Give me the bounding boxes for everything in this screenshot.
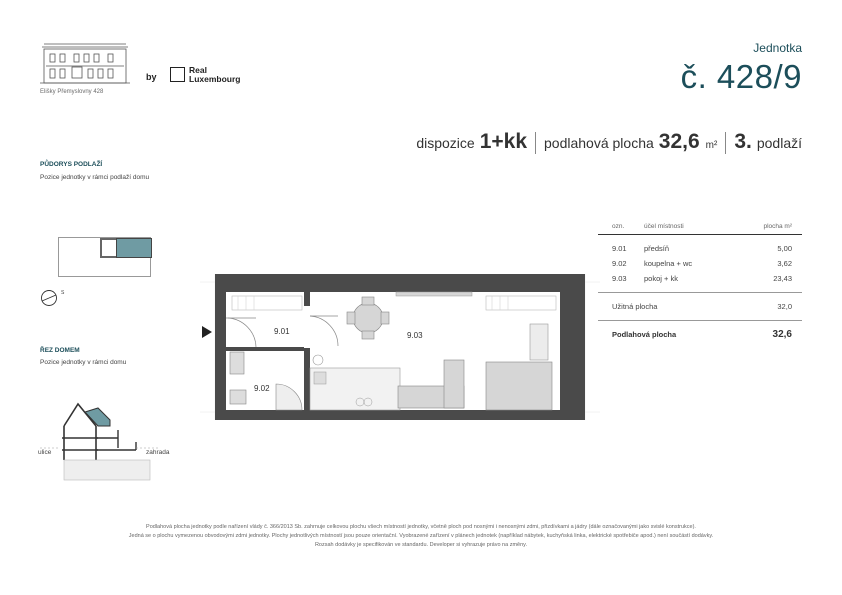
floor-area-row bbox=[598, 327, 802, 342]
building-logo-icon bbox=[38, 42, 132, 90]
unit-highlight bbox=[116, 238, 152, 258]
floor-plan-title: PŮDORYS PODLAŽÍ bbox=[40, 161, 103, 168]
usable-area-row bbox=[598, 299, 802, 314]
unit-specs bbox=[416, 130, 802, 156]
street-label: ulice bbox=[38, 449, 52, 456]
usable-area-value: 32,0 bbox=[777, 302, 792, 311]
partner-name-line2: Luxembourg bbox=[189, 74, 241, 84]
area-unit: m² bbox=[705, 140, 718, 151]
usable-area-label: Užitná plocha bbox=[612, 302, 658, 311]
area-label: podlahová plocha bbox=[544, 135, 654, 151]
header-id: ozn. bbox=[612, 222, 625, 230]
room-name: pokoj + kk bbox=[644, 274, 678, 283]
partner-name bbox=[189, 66, 240, 84]
table-row bbox=[598, 256, 802, 271]
divider bbox=[598, 320, 802, 321]
garden-label: zahrada bbox=[146, 449, 170, 456]
entrance-arrow-icon bbox=[202, 326, 212, 338]
project-name: Elišky Přemyslovny 428 bbox=[40, 89, 104, 95]
area-value: 32,6 bbox=[658, 130, 700, 153]
table-row bbox=[598, 241, 802, 256]
table-header bbox=[598, 218, 802, 235]
floor-label: podlaží bbox=[756, 135, 802, 151]
disclaimer-line: Rozsah dodávky je specifikován ve standardu. Developer si vyhrazuje právo na změny. bbox=[314, 542, 528, 548]
floor-value: 3. bbox=[734, 130, 752, 153]
divider bbox=[535, 132, 536, 154]
section-title: ŘEZ DOMEM bbox=[40, 347, 80, 354]
divider bbox=[598, 292, 802, 293]
unit-label: Jednotka bbox=[753, 41, 802, 55]
room-id: 9.03 bbox=[612, 274, 627, 283]
room-area: 3,62 bbox=[777, 259, 792, 268]
table-row bbox=[598, 271, 802, 286]
room-id: 9.02 bbox=[612, 259, 627, 268]
project-logo bbox=[38, 42, 132, 98]
building-section-drawing bbox=[40, 398, 160, 484]
room-label: 9.01 bbox=[274, 327, 290, 336]
section-subtitle: Pozice jednotky v rámci domu bbox=[40, 359, 127, 366]
partner-logo-icon bbox=[170, 67, 185, 82]
floor-plan-subtitle: Pozice jednotky v rámci podlaží domu bbox=[40, 174, 150, 181]
floor-area-value: 32,6 bbox=[772, 329, 792, 340]
room-label: 9.03 bbox=[407, 331, 423, 340]
by-label: by bbox=[146, 72, 157, 82]
layout-value: 1+kk bbox=[479, 130, 528, 153]
rooms-table bbox=[598, 218, 802, 342]
floor-position-map bbox=[58, 237, 151, 277]
floor-plan-drawing bbox=[200, 274, 600, 420]
room-name: koupelna + wc bbox=[644, 259, 693, 268]
room-name: předsíň bbox=[644, 244, 670, 253]
layout-label: dispozice bbox=[416, 135, 475, 151]
header-name: účel místnosti bbox=[644, 222, 684, 230]
compass-icon bbox=[40, 289, 58, 307]
disclaimer bbox=[0, 523, 842, 550]
floor-area-label: Podlahová plocha bbox=[612, 330, 677, 339]
disclaimer-line: Podlahová plocha jednotky podle nařízení vlády č. 366/2013 Sb. zahrnuje celkovou plochu všech místností jednotky, včetně ploch pod nosnými i nenosnými zdmi, přizdívkami a jádry (dále označovanými jako svislé konstrukce). bbox=[146, 524, 696, 530]
partner-name-line1: Real bbox=[189, 65, 207, 75]
header-area: plocha m² bbox=[763, 222, 792, 230]
divider bbox=[725, 132, 726, 154]
floor-plan bbox=[200, 274, 600, 420]
disclaimer-line: Jedná se o plochu vymezenou obvodovými zdmi jednotky. Plochy jednotlivých místností jsou pouze orientační. Vyobrazené zařízení v plánech jednotek (například nábytek, kuchyňská linka, elektrické spotřebiče apod.) není součástí dodávky. bbox=[128, 533, 714, 539]
unit-number: č. 428/9 bbox=[680, 58, 802, 95]
room-label: 9.02 bbox=[254, 384, 270, 393]
room-id: 9.01 bbox=[612, 244, 627, 253]
room-area: 23,43 bbox=[773, 274, 792, 283]
compass-label: S bbox=[61, 290, 65, 296]
room-area: 5,00 bbox=[777, 244, 792, 253]
